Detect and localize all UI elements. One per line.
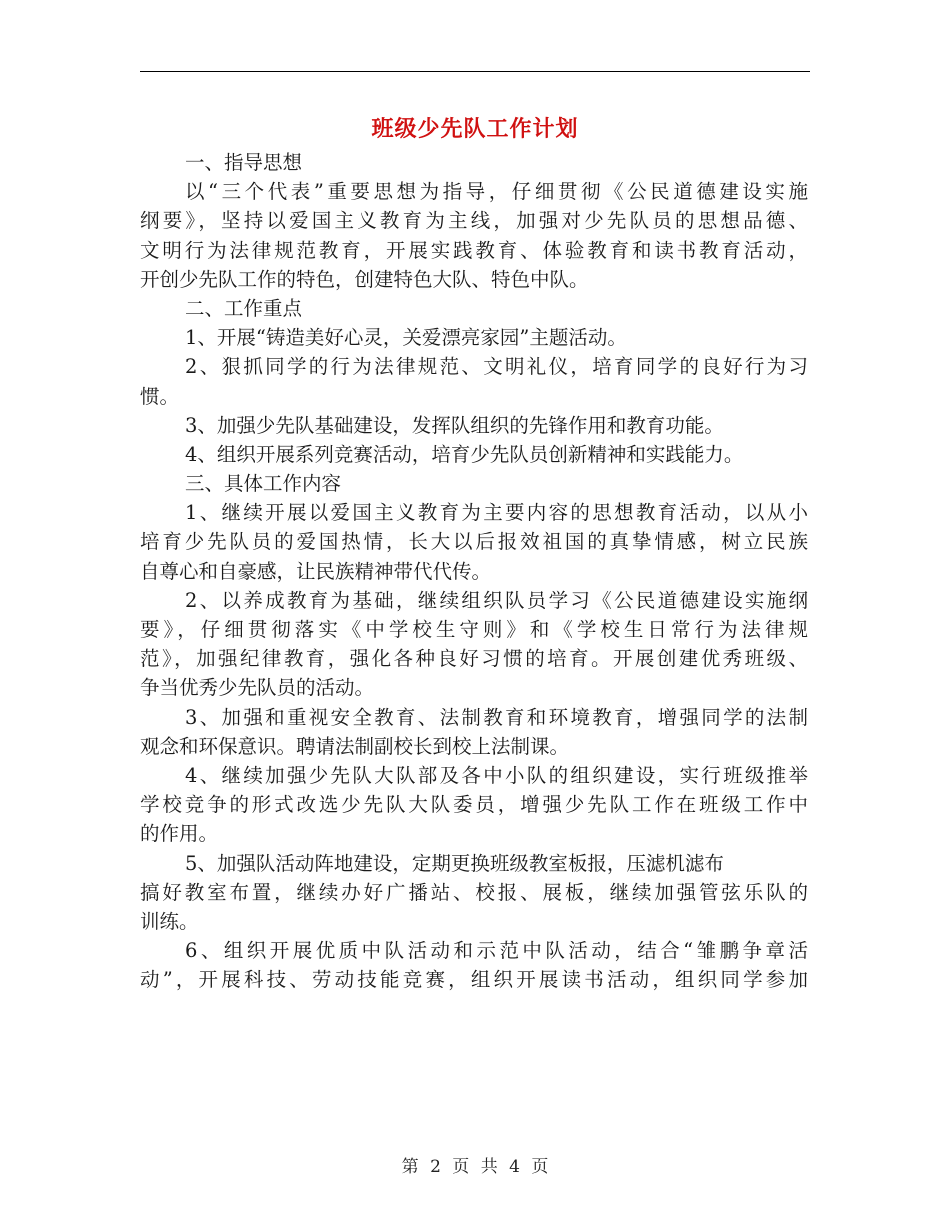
text-line: 4、组织开展系列竞赛活动，培育少先队员创新精神和实践能力。 xyxy=(185,442,744,466)
text-line: 动”，开展科技、劳动技能竞赛，组织开展读书活动，组织同学参加 xyxy=(140,968,808,992)
header-rule xyxy=(140,71,810,72)
footer-prefix: 第 xyxy=(401,1157,419,1177)
text-line: 学校竞争的形式改选少先队大队委员，增强少先队工作在班级工作中 xyxy=(140,793,808,817)
text-line: 争当优秀少先队员的活动。 xyxy=(140,676,375,700)
text-line: 纲要》，坚持以爱国主义教育为主线，加强对少先队员的思想品德、 xyxy=(140,209,808,233)
text-line: 开创少先队工作的特色，创建特色大队、特色中队。 xyxy=(140,267,589,291)
footer-total-pages: 4 xyxy=(509,1157,520,1177)
text-line: 文明行为法律规范教育，开展实践教育、体验教育和读书教育活动， xyxy=(140,238,808,262)
footer-total-prefix: 共 xyxy=(480,1157,498,1177)
text-line: 2、狠抓同学的行为法律规范、文明礼仪，培育同学的良好行为习 xyxy=(185,355,808,379)
text-line: 自尊心和自豪感，让民族精神带代代传。 xyxy=(140,559,492,583)
text-line: 的作用。 xyxy=(140,822,219,846)
text-line: 三、具体工作内容 xyxy=(185,472,342,496)
document-body xyxy=(140,148,808,994)
footer-page-number: 2 xyxy=(430,1157,441,1177)
text-line: 一、指导思想 xyxy=(185,151,303,174)
page-footer xyxy=(0,1152,950,1177)
text-line: 二、工作重点 xyxy=(185,296,303,320)
text-line: 2、以养成教育为基础，继续组织队员学习《公民道德建设实施纲 xyxy=(185,588,808,612)
text-line: 1、开展“铸造美好心灵，关爱漂亮家园”主题活动。 xyxy=(185,326,627,350)
text-line: 培育少先队员的爱国热情，长大以后报效祖国的真挚情感，树立民族 xyxy=(140,530,808,554)
text-line: 4、继续加强少先队大队部及各中小队的组织建设，实行班级推举 xyxy=(185,763,808,787)
text-line: 范》，加强纪律教育，强化各种良好习惯的培育。开展创建优秀班级、 xyxy=(140,647,808,671)
footer-total-unit: 页 xyxy=(531,1157,549,1177)
text-line: 惯。 xyxy=(140,384,180,408)
document-title: 班级少先队工作计划 xyxy=(371,116,579,142)
text-line: 要》，仔细贯彻落实《中学校生守则》和《学校生日常行为法律规 xyxy=(140,618,808,641)
text-line: 1、继续开展以爱国主义教育为主要内容的思想教育活动，以从小 xyxy=(185,501,808,525)
text-line: 观念和环保意识。聘请法制副校长到校上法制课。 xyxy=(140,734,570,758)
text-line: 3、加强少先队基础建设，发挥队组织的先锋作用和教育功能。 xyxy=(185,413,724,437)
footer-page-unit: 页 xyxy=(452,1157,470,1177)
text-line: 3、加强和重视安全教育、法制教育和环境教育，增强同学的法制 xyxy=(185,705,808,729)
text-line: 5、加强队活动阵地建设，定期更换班级教室板报，压滤机滤布 xyxy=(185,851,724,875)
text-line: 训练。 xyxy=(140,909,199,933)
text-line: 6、组织开展优质中队活动和示范中队活动，结合“雏鹏争章活 xyxy=(185,939,808,963)
text-line: 搞好教室布置，继续办好广播站、校报、展板，继续加强管弦乐队的 xyxy=(140,880,808,904)
text-line: 以“三个代表”重要思想为指导，仔细贯彻《公民道德建设实施 xyxy=(185,180,808,204)
